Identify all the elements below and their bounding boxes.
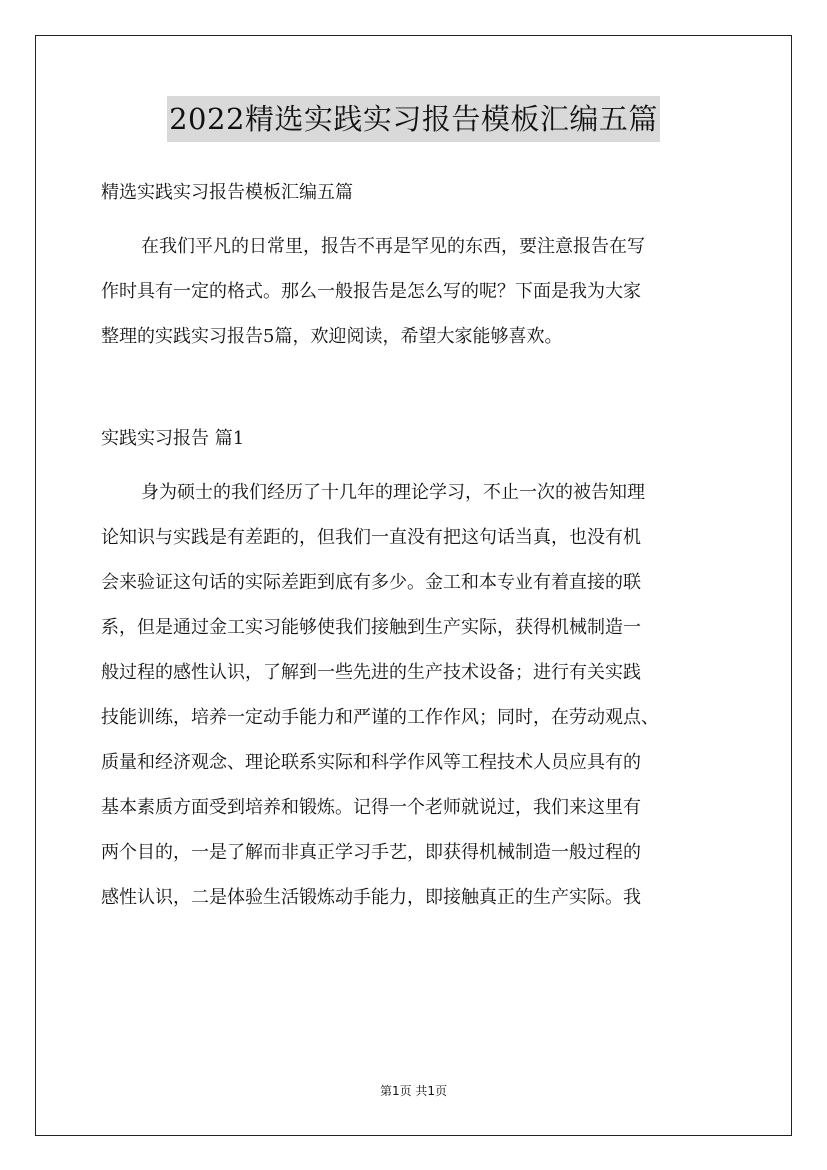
page-number-footer: 第1页 共1页 [379,1084,448,1098]
spacer [101,355,729,421]
section-heading: 实践实习报告 篇1 [101,428,245,449]
document-body [101,175,729,925]
paragraph-line: 身为硕士的我们经历了十几年的理论学习，不止一次的被告知理 [141,482,645,503]
paragraph-line: 会来验证这句话的实际差距到底有多少。金工和本专业有着直接的联 [101,572,641,593]
paragraph-line: 论知识与实践是有差距的，但我们一直没有把这句话当真，也没有机 [101,527,641,548]
paragraph-line: 感性认识，二是体验生活锻炼动手能力，即接触真正的生产实际。我 [101,887,641,908]
intro-paragraph [101,229,729,355]
section-paragraph [101,475,729,925]
paragraph-line: 技能训练，培养一定动手能力和严谨的工作作风；同时，在劳动观点、 [101,707,659,728]
paragraph-line: 两个目的，一是了解而非真正学习手艺，即获得机械制造一般过程的 [101,842,641,863]
paragraph-line: 系，但是通过金工实习能够使我们接触到生产实际，获得机械制造一 [101,617,641,638]
intro-line: 作时具有一定的格式。那么一般报告是怎么写的呢？下面是我为大家 [101,281,641,302]
paragraph-line: 质量和经济观念、理论联系实际和科学作风等工程技术人员应具有的 [101,752,641,773]
paragraph-line: 基本素质方面受到培养和锻炼。记得一个老师就说过，我们来这里有 [101,797,641,818]
document-title: 2022精选实践实习报告模板汇编五篇 [167,96,660,142]
spacer [101,211,729,229]
intro-line: 整理的实践实习报告5篇，欢迎阅读，希望大家能够喜欢。 [101,326,563,347]
intro-line: 在我们平凡的日常里，报告不再是罕见的东西，要注意报告在写 [141,236,645,257]
title-container [0,96,827,142]
document-subtitle: 精选实践实习报告模板汇编五篇 [101,182,353,203]
spacer [101,457,729,475]
paragraph-line: 般过程的感性认识，了解到一些先进的生产技术设备；进行有关实践 [101,662,641,683]
